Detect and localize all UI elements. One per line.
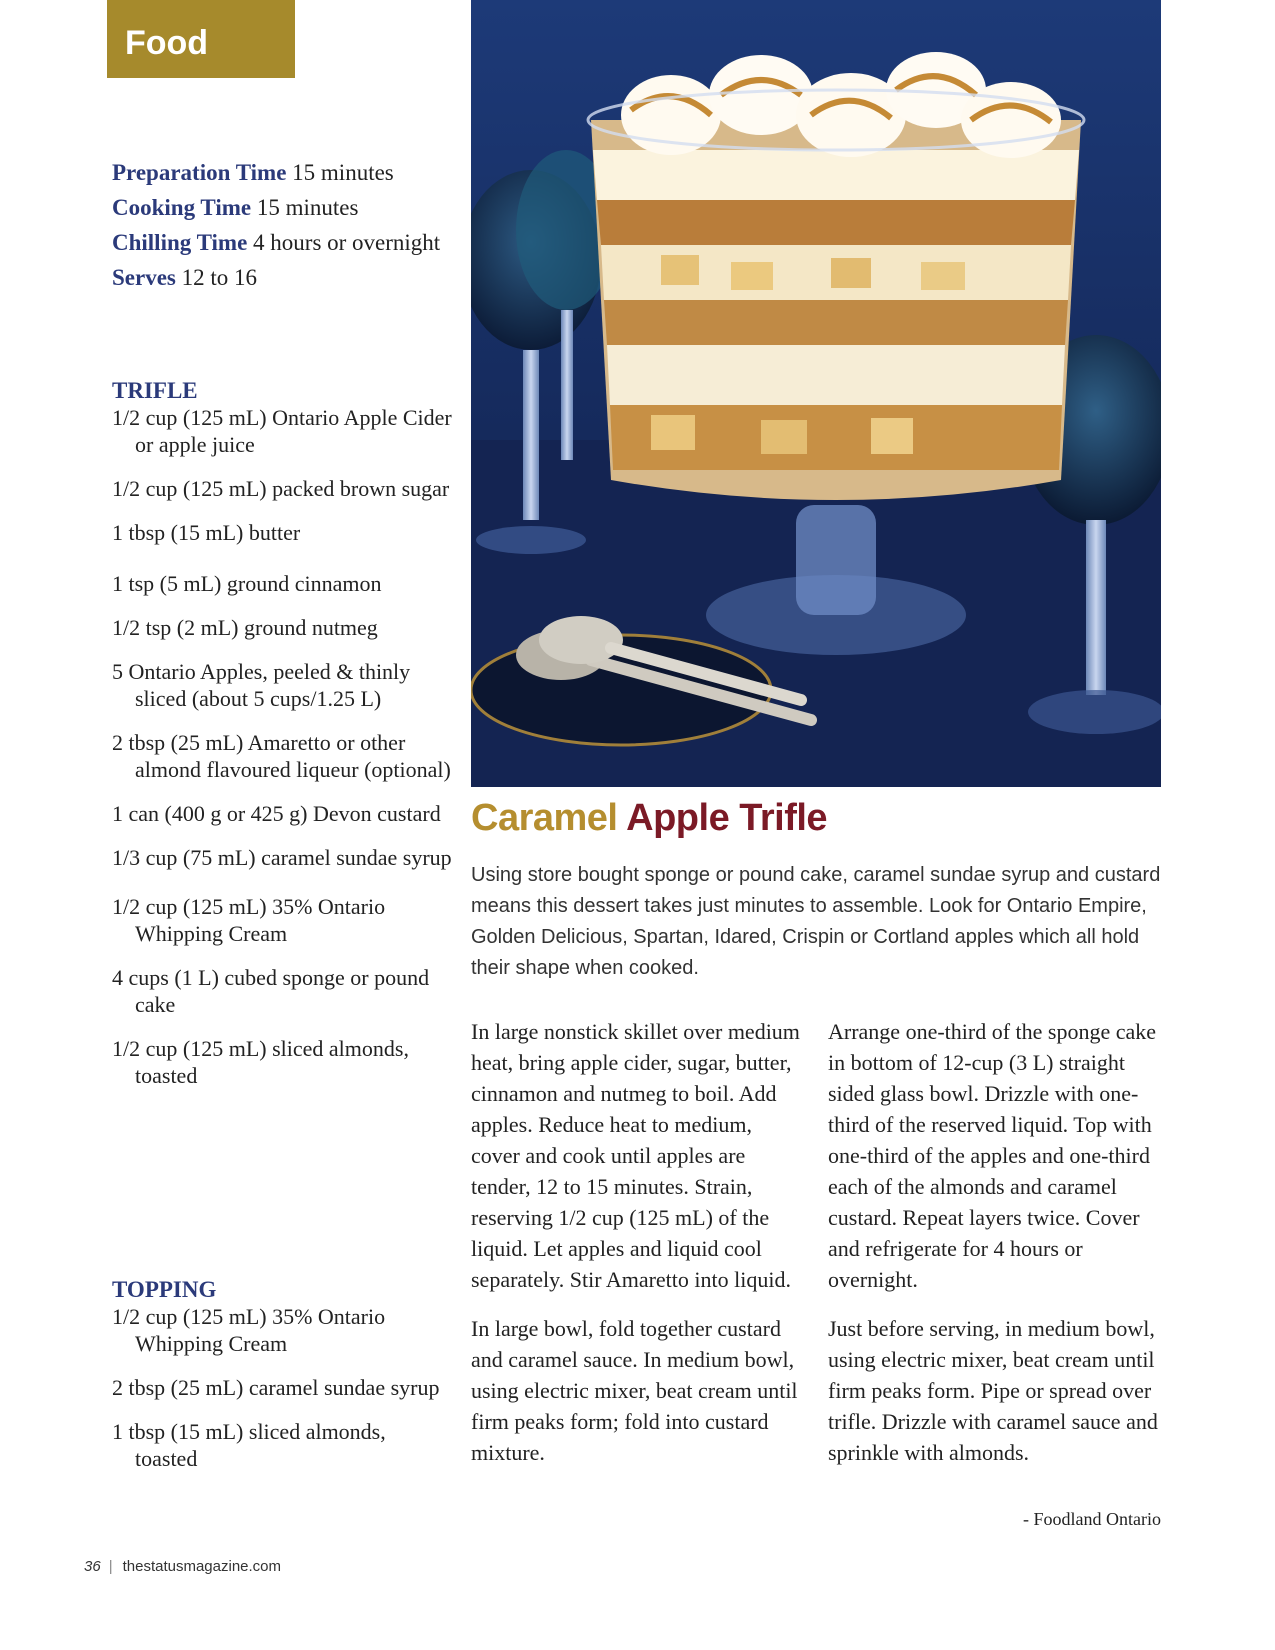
section-tab: Food: [107, 0, 295, 78]
recipe-credit: - Foodland Ontario: [1023, 1509, 1161, 1529]
method-column-left: [471, 1016, 806, 1486]
ingredient-item: 1 tbsp (15 mL) butter: [112, 520, 301, 545]
ingredient-item: 1/2 cup (125 mL) sliced almonds, toasted: [112, 1036, 409, 1088]
page-number: 36: [84, 1558, 101, 1575]
ingredient-item: 1 tbsp (15 mL) sliced almonds, toasted: [112, 1419, 386, 1471]
method-paragraph: In large bowl, fold together custard and caramel sauce. In medium bowl, using electric mixer, beat cream until firm peaks form; fold into custard mixture.: [471, 1316, 798, 1465]
meta-value: 4 hours or overnight: [253, 230, 441, 255]
ingredient-item: 2 tbsp (25 mL) Amaretto or other almond flavoured liqueur (optional): [112, 730, 451, 782]
footer-separator: |: [108, 1558, 113, 1575]
ingredient-item: 2 tbsp (25 mL) caramel sundae syrup: [112, 1375, 440, 1400]
ingredient-item: 1/3 cup (75 mL) caramel sundae syrup: [112, 845, 452, 870]
meta-key: Preparation Time: [112, 160, 287, 185]
ingredient-item: 1/2 tsp (2 mL) ground nutmeg: [112, 615, 378, 640]
trifle-photo: [471, 0, 1161, 787]
meta-value: 15 minutes: [292, 160, 394, 185]
method-paragraph: Just before serving, in medium bowl, using electric mixer, beat cream until firm peaks form. Pipe or spread over trifle. Drizzle with caramel sauce and sprinkle with almonds.: [828, 1316, 1158, 1465]
meta-key: Chilling Time: [112, 230, 248, 255]
trifle-illustration: [471, 0, 1161, 787]
meta-chill-time: [112, 225, 452, 260]
ingredient-item: 4 cups (1 L) cubed sponge or pound cake: [112, 965, 430, 1017]
meta-cook-time: [112, 190, 452, 225]
meta-value: 12 to 16: [181, 265, 258, 290]
ingredient-item: 1 tsp (5 mL) ground cinnamon: [112, 571, 382, 596]
title-part-apple-trifle: Apple Trifle: [626, 797, 828, 839]
footer-site: thestatusmagazine.com: [122, 1558, 282, 1575]
topping-ingredient-list: [112, 1303, 452, 1472]
title-part-caramel: Caramel: [471, 797, 618, 839]
meta-value: 15 minutes: [256, 195, 359, 220]
ingredient-item: 1/2 cup (125 mL) Ontario Apple Cider or apple juice: [112, 405, 452, 457]
ingredient-item: 1 can (400 g or 425 g) Devon custard: [112, 801, 441, 826]
recipe-title: [471, 797, 827, 840]
trifle-ingredient-list: [112, 404, 452, 1089]
ingredient-item: 5 Ontario Apples, peeled & thinly sliced (about 5 cups/1.25 L): [112, 659, 411, 711]
meta-key: Serves: [112, 265, 176, 290]
topping-heading: TOPPING: [112, 1277, 217, 1302]
ingredient-item: 1/2 cup (125 mL) 35% Ontario Whipping Cream: [112, 1304, 386, 1356]
method-paragraph: In large nonstick skillet over medium heat, bring apple cider, sugar, butter, cinnamon and nutmeg to boil. Add apples. Reduce heat to medium, cover and cook until apples are tender, 12 to 15 minutes. Strain, reserving 1/2 cup (125 mL) of the liquid. Let apples and liquid cool separately. Stir Amaretto into liquid.: [471, 1019, 800, 1292]
meta-prep-time: [112, 155, 452, 190]
method-paragraph: Arrange one-third of the sponge cake in bottom of 12-cup (3 L) straight sided glass bowl. Drizzle with one-third of the reserved liquid. Top with one-third of the apples and one-third each of the almonds and caramel custard. Repeat layers twice. Cover and refrigerate for 4 hours or overnight.: [828, 1019, 1157, 1292]
topping-ingredients: [112, 1277, 452, 1489]
trifle-heading: TRIFLE: [112, 378, 198, 403]
recipe-meta: [112, 155, 452, 295]
ingredient-item: 1/2 cup (125 mL) packed brown sugar: [112, 476, 450, 501]
page-footer: [84, 1558, 281, 1575]
method-column-right: [828, 1016, 1163, 1486]
meta-serves: [112, 260, 452, 295]
ingredient-item: 1/2 cup (125 mL) 35% Ontario Whipping Cream: [112, 894, 386, 946]
meta-key: Cooking Time: [112, 195, 252, 220]
recipe-intro: Using store bought sponge or pound cake, caramel sundae syrup and custard means this dessert takes just minutes to assemble. Look for Ontario Empire, Golden Delicious, Spartan, Idared, Crispin or Cortland apples which all hold their shape when cooked.: [471, 864, 1161, 979]
trifle-ingredients: [112, 378, 452, 1106]
